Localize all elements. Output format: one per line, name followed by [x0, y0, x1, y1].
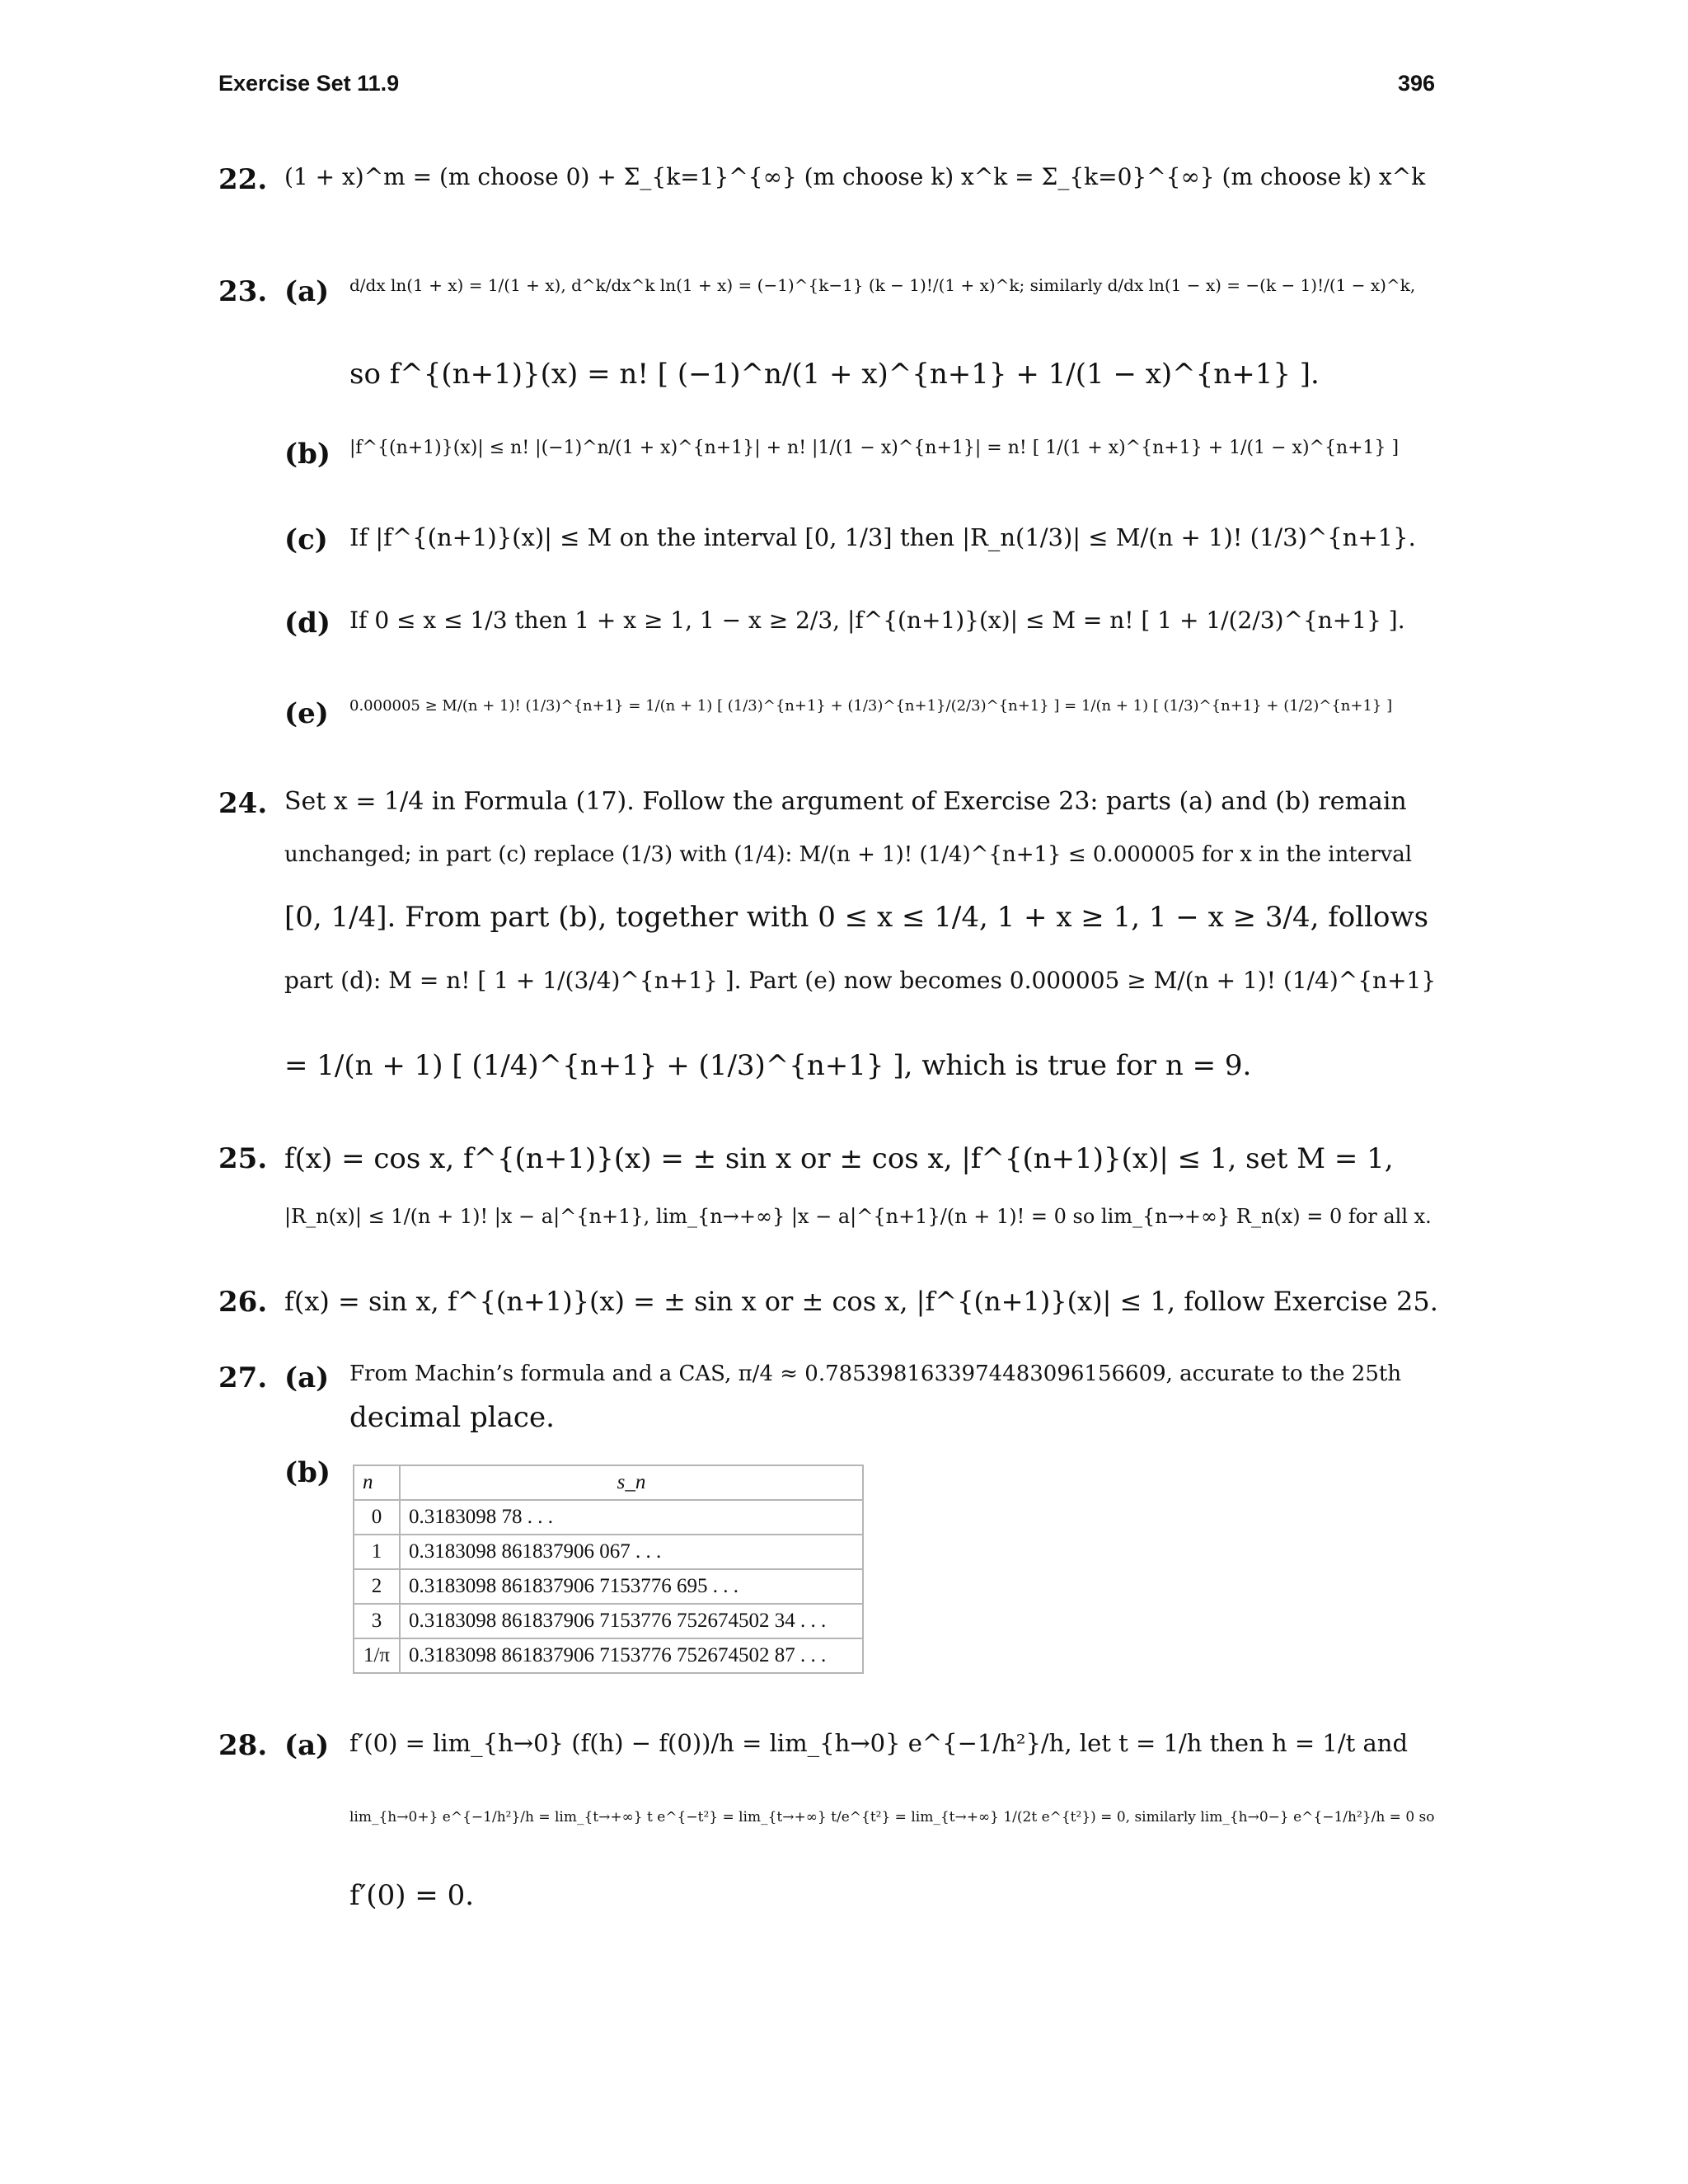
problem-23-number: 23. — [218, 275, 268, 308]
table-cell-sn: 0.3183098 861837906 7153776 695 . . . — [400, 1569, 863, 1604]
partial-sums-table — [353, 1465, 864, 1674]
table-row — [354, 1604, 863, 1638]
table-cell-sn: 0.3183098 78 . . . — [400, 1500, 863, 1535]
problem-25-line-1: f(x) = cos x, f^{(n+1)}(x) = ± sin x or ± cos x, |f^{(n+1)}(x)| ≤ 1, set M = 1, — [284, 1142, 1394, 1175]
problem-28a-line-2: lim_{h→0+} e^{−1/h²}/h = lim_{t→+∞} t e^{−t²} = lim_{t→+∞} t/e^{t²} = lim_{t→+∞} 1/(2t e^{t²}) = 0, similarly lim_{h→0−} e^{−1/h²}/h = 0 so — [349, 1809, 1435, 1825]
problem-24-line-3: [0, 1/4]. From part (b), together with 0 ≤ x ≤ 1/4, 1 + x ≥ 1, 1 − x ≥ 3/4, follows — [284, 901, 1429, 934]
problem-23a-line-2: so f^{(n+1)}(x) = n! [ (−1)^n/(1 + x)^{n+1} + 1/(1 − x)^{n+1} ]. — [349, 358, 1320, 391]
problem-27-number: 27. — [218, 1361, 268, 1394]
problem-26-line: f(x) = sin x, f^{(n+1)}(x) = ± sin x or ± cos x, |f^{(n+1)}(x)| ≤ 1, follow Exercise 25. — [284, 1286, 1438, 1317]
problem-28a-line-1: f′(0) = lim_{h→0} (f(h) − f(0))/h = lim_{h→0} e^{−1/h²}/h, let t = 1/h then h = 1/t and — [349, 1729, 1409, 1757]
problem-27a-line-2: decimal place. — [349, 1401, 555, 1434]
table-cell-sn: 0.3183098 861837906 067 . . . — [400, 1535, 863, 1569]
problem-26-number: 26. — [218, 1286, 268, 1319]
page-number: 396 — [1397, 71, 1435, 96]
problem-23d-label: (d) — [284, 607, 331, 640]
problem-24-line-1: Set x = 1/4 in Formula (17). Follow the argument of Exercise 23: parts (a) and (b) remain — [284, 787, 1407, 816]
problem-22-number: 22. — [218, 163, 268, 196]
table-cell-n: 3 — [354, 1604, 400, 1638]
table-row — [354, 1500, 863, 1535]
problem-23c-line: If |f^{(n+1)}(x)| ≤ M on the interval [0, 1/3] then |R_n(1/3)| ≤ M/(n + 1)! (1/3)^{n+1}. — [349, 523, 1416, 551]
problem-23b-label: (b) — [284, 438, 331, 471]
problem-25-number: 25. — [218, 1142, 268, 1175]
table-row — [354, 1535, 863, 1569]
table-row — [354, 1638, 863, 1673]
problem-24-number: 24. — [218, 787, 268, 820]
table-cell-n: 1/π — [354, 1638, 400, 1673]
table-cell-n: 0 — [354, 1500, 400, 1535]
problem-25-line-2: |R_n(x)| ≤ 1/(n + 1)! |x − a|^{n+1}, lim_{n→+∞} |x − a|^{n+1}/(n + 1)! = 0 so lim_{n→+∞} R_n(x) = 0 for all x. — [284, 1205, 1432, 1228]
table-cell-n: 1 — [354, 1535, 400, 1569]
problem-28a-line-3: f′(0) = 0. — [349, 1879, 475, 1912]
problem-24-line-5: = 1/(n + 1) [ (1/4)^{n+1} + (1/3)^{n+1} ], which is true for n = 9. — [284, 1049, 1252, 1082]
problem-22-equation: (1 + x)^m = (m choose 0) + Σ_{k=1}^{∞} (m choose k) x^k = Σ_{k=0}^{∞} (m choose k) x^k — [284, 163, 1426, 190]
problem-28-number: 28. — [218, 1729, 268, 1762]
problem-24-line-4: part (d): M = n! [ 1 + 1/(3/4)^{n+1} ]. Part (e) now becomes 0.000005 ≥ M/(n + 1)! (1/4)^{n+1} — [284, 967, 1437, 994]
problem-23e-line: 0.000005 ≥ M/(n + 1)! (1/3)^{n+1} = 1/(n + 1) [ (1/3)^{n+1} + (1/3)^{n+1}/(2/3)^{n+1} ] = 1/(n + 1) [ (1/3)^{n+1} + (1/2)^{n+1} ] — [349, 697, 1393, 715]
table-cell-sn: 0.3183098 861837906 7153776 752674502 34 . . . — [400, 1604, 863, 1638]
table-cell-n: 2 — [354, 1569, 400, 1604]
problem-27b-label: (b) — [284, 1456, 331, 1489]
table-row — [354, 1569, 863, 1604]
problem-27a-label: (a) — [284, 1361, 330, 1394]
problem-23a-line-1: d/dx ln(1 + x) = 1/(1 + x), d^k/dx^k ln(1 + x) = (−1)^{k−1} (k − 1)!/(1 + x)^k; similarly d/dx ln(1 − x) = −(k − 1)!/(1 − x)^k, — [349, 275, 1416, 295]
table-header-sn: s_n — [400, 1465, 863, 1500]
problem-23e-label: (e) — [284, 697, 329, 730]
table-header-n: n — [354, 1465, 400, 1500]
problem-24-line-2: unchanged; in part (c) replace (1/3) with (1/4): M/(n + 1)! (1/4)^{n+1} ≤ 0.000005 for x in the interval — [284, 842, 1413, 867]
table-cell-sn: 0.3183098 861837906 7153776 752674502 87 . . . — [400, 1638, 863, 1673]
problem-28a-label: (a) — [284, 1729, 330, 1762]
problem-23b-line: |f^{(n+1)}(x)| ≤ n! |(−1)^n/(1 + x)^{n+1}| + n! |1/(1 − x)^{n+1}| = n! [ 1/(1 + x)^{n+1} + 1/(1 − x)^{n+1} ] — [349, 438, 1400, 458]
section-title: Exercise Set 11.9 — [218, 71, 400, 96]
problem-23c-label: (c) — [284, 523, 328, 556]
problem-27a-line-1: From Machin’s formula and a CAS, π/4 ≈ 0.7853981633974483096156609, accurate to the 25th — [349, 1361, 1402, 1386]
problem-23d-line: If 0 ≤ x ≤ 1/3 then 1 + x ≥ 1, 1 − x ≥ 2/3, |f^{(n+1)}(x)| ≤ M = n! [ 1 + 1/(2/3)^{n+1} ]. — [349, 607, 1405, 634]
table-header-row — [354, 1465, 863, 1500]
problem-23a-label: (a) — [284, 275, 330, 308]
